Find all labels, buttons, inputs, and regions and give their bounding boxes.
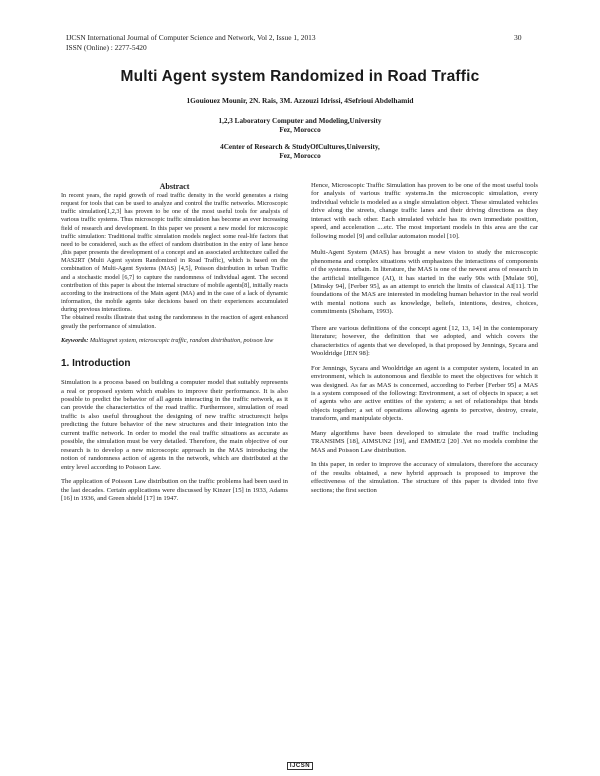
intro-paragraph: The application of Poisson Law distribution on the traffic problems had been used in the last decades. Certain applications were discussed by Kinzer [15] in 1933, Adams [16] in 1936, and Green shield [17] in 1947. xyxy=(61,478,288,502)
intro-paragraph: Simulation is a process based on building a computer model that suitably represents a real or proposed system which enables to improve their performance. It is also possible to predict the behavior of all agents interacting in the traffic network, as it can provide the characteristics of the road traffic. Furthermore, simulation of road traffic is also useful throughout the designing of new traffic structures;it helps predicting the future behavior of the new structures and their integration into the current traffic network. In order to model the real traffic situations as accurate as possible, the simulation must be very detailed. Therefore, the main objective of our research is to develop a new microscopic approach in the MAS introducing the notion of randomness action of agents in the network, which are distributed at the entry level according to Poisson Law. xyxy=(61,379,288,471)
journal-name: IJCSN International Journal of Computer Science and Network, Vol 2, Issue 1, 2013 xyxy=(66,33,316,42)
right-column xyxy=(311,182,538,501)
affiliation-1 xyxy=(0,117,600,136)
affiliation-2 xyxy=(0,143,600,162)
journal-header xyxy=(66,33,316,52)
body-paragraph: Multi-Agent System (MAS) has brought a new vision to study the microscopic phenomena and complex situations with emphasizes the interactions of components of the systems. urbain. In literature, the MAS is one of the newest area of research in the artificial intelligence (AI), it has started in the early 90s with [Mulate 90], [Minsky 94], [Ferber 95], as an attempt to enrich the limits of classical AI[11]. The foundations of the MAS are interested in modeling human behavior in the real world with mental notions such as knowledge, beliefs, intentions, desires, choices, commitments (Shoham, 1993). xyxy=(311,249,538,316)
left-column xyxy=(61,182,288,509)
keywords-label: Keywords: xyxy=(61,336,89,344)
abstract-paragraph: In recent years, the rapid growth of road traffic density in the world generates a rising request for tools that can be used to analyze and control the traffic networks. Microscopic traffic simulation[1,2,3] has proven to be one of the most useful tools for analysis of various traffic systems. Thus microscopic traffic simulation has become an ever increasing field of research and development. In this paper we present a new model for microscopic traffic simulation: Traditional traffic simulation models neglect some real-life factors that need to be considered, such as the effect of random distribution in the entry of lane hence ,this paper presents the development of a concept and an associated architecture called the MAS2RT (Multi Agent system Randomized in Road Traffic), which is based on the combination of Multi-Agent Systems (MAS) [4,5], Poisson distribution in urban Traffic and a stochastic model [6,7] to capture the randomness of individual agent. The second contribution of this paper is about the internal structure of mobile agents[8], initially reacts according to the instructions of the Main agent (MA) and in the case of a lack of dynamic information, the mobile agents take decisions based on their experiences accumulated during previous interactions. xyxy=(61,192,288,314)
keywords xyxy=(61,337,288,345)
paper-title: Multi Agent system Randomized in Road Traffic xyxy=(120,68,480,85)
body-paragraph: Hence, Microscopic Traffic Simulation has proven to be one of the most useful tools for analysis of various traffic systems.In the microscopic simulation, every individual vehicle is modeled as a single simulation object. These simulated vehicles drive along the streets, change traffic lanes and their driving directions as they interact with each other. Each simulated vehicle has its own immediate position, speed, and acceleration ....etc. The most important models in this area are the car following model [9] and cellular automaton model [10]. xyxy=(311,182,538,240)
affiliation-2-line2: Fez, Morocco xyxy=(279,152,321,161)
body-paragraph: Many algorithms have been developed to simulate the road traffic including TRANSIMS [18], AIMSUN2 [19], and EMME/2 [20] .Yet no models combine the MAS and Poisson Law distribution. xyxy=(311,429,538,454)
affiliation-1-line2: Fez, Morocco xyxy=(279,126,321,135)
issn-line: ISSN (Online) : 2277-5420 xyxy=(66,42,147,52)
affiliation-2-line1: 4Center of Research & StudyOfCultures,University, xyxy=(220,143,380,151)
body-paragraph: In this paper, in order to improve the accuracy of simulators, therefore the accuracy of the results obtained, a new hybrid approach is proposed to improve the effectiveness of the simulation. The structure of this paper is divided into five sections; the first section xyxy=(311,461,538,494)
abstract-heading: Abstract xyxy=(159,182,190,191)
journal-footer-logo: IJCSN xyxy=(0,762,600,770)
author-list: 1Gouiouez Mounir, 2N. Rais, 3M. Azzouzi Idrissi, 4Sefrioui Abdelhamid xyxy=(186,96,414,105)
body-paragraph: There are various definitions of the concept agent [12, 13, 14] in the contemporary literature; however, the definition that we adopted, and which covers the characteristics of agents that we developed, is that proposed by Jennings, Sycara and Wooldridge [JEN 98]: xyxy=(311,324,538,358)
body-paragraph: For Jennings, Sycara and Wooldridge an agent is a computer system, located in an environment, which is autonomous and flexible to meet the objectives for which it was designed. As far as MAS is concerned, according to Ferber [Ferber 95] a MAS is a system composed of the following: Environment, a set of objects in space; a set of agents who are active entities of the system; a set of relationships that binds objects together; a set of operations allowing agents to perceive, destroy, create, transform, and manipulate objects. xyxy=(311,364,538,423)
page-number: 30 xyxy=(514,33,522,42)
affiliation-1-line1: 1,2,3 Laboratory Computer and Modeling,University xyxy=(218,117,382,125)
introduction-heading: 1. Introduction xyxy=(61,358,131,370)
abstract-paragraph: The obtained results illustrate that using the randomness in the reaction of agent enhanced greatly the performance of simulation. xyxy=(61,314,288,330)
keywords-text: Multiagnet system, microscopic traffic, random distribution, poisson law xyxy=(89,336,274,344)
